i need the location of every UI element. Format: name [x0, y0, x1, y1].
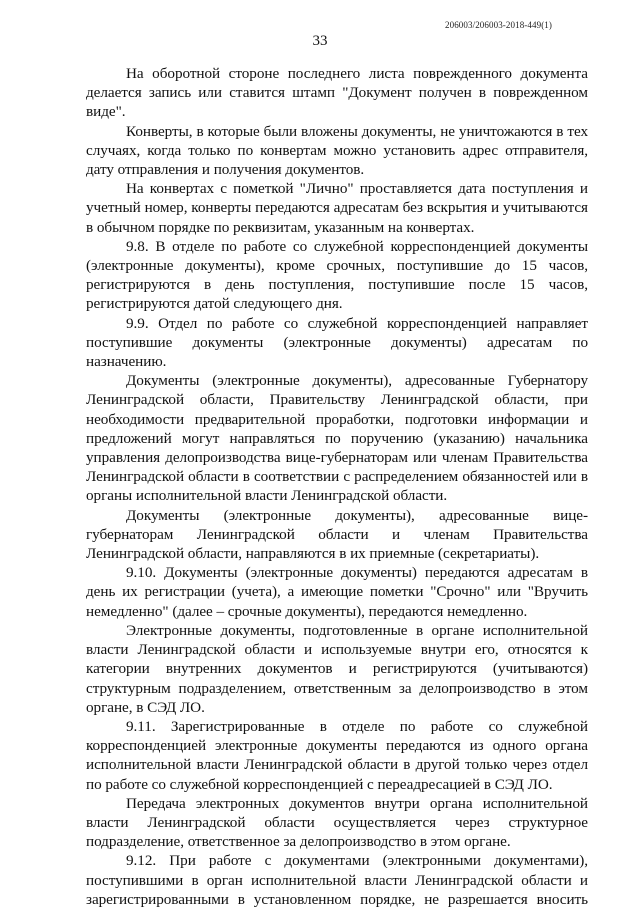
paragraph-clause-9-9: 9.9. Отдел по работе со служебной корреспонденцией направляет поступившие документы (электронные документы) адресатам по назначению.: [86, 314, 588, 371]
paragraph-clause-9-8: 9.8. В отделе по работе со служебной корреспонденцией документы (электронные документы), кроме срочных, поступившие до 15 часов, регистрируются в день поступления, поступившие после 15 часов, регистрируются датой следующего дня.: [86, 237, 588, 313]
paragraph-envelopes-kept: Конверты, в которые были вложены документы, не уничтожаются в тех случаях, когда только по конвертам можно установить адрес отправителя, дату отправления и получения документов.: [86, 122, 588, 179]
page-number: 33: [312, 33, 328, 49]
paragraph-clause-9-12: 9.12. При работе с документами (электронными документами), поступившими в орган исполнительной власти Ленинградской области и зарегистрированными в установленном порядке, не разрешается вносить: [86, 852, 588, 908]
paragraph-vice-governor-documents: Документы (электронные документы), адресованные вице-губернаторам Ленинградской области и членам Правительства Ленинградской области, направляются в их приемные (секретариаты).: [86, 506, 588, 563]
paragraph-damaged-document-stamp: На оборотной стороне последнего листа поврежденного документа делается запись или ставится штамп "Документ получен в поврежденном виде".: [86, 65, 588, 121]
paragraph-internal-transfer: Передача электронных документов внутри органа исполнительной власти Ленинградской области осуществляется через структурное подразделение, ответственное за делопроизводство в этом органе.: [86, 794, 588, 851]
paragraph-governor-documents: Документы (электронные документы), адресованные Губернатору Ленинградской области, Правительству Ленинградской области, при необходимости предварительной проработки, подготовки информации и предложений могут направляться по поручению (указанию) начальника управления делопроизводства вице-губернаторам или членам Правительства Ленинградской области в соответствии с распределением обязанностей или в органы исполнительной власти Ленинградской области.: [86, 372, 588, 505]
document-registration-code: 206003/206003-2018-449(1): [445, 20, 552, 30]
document-body: [86, 64, 588, 909]
paragraph-clause-9-11: 9.11. Зарегистрированные в отделе по работе со служебной корреспонденцией электронные документы передаются из одного органа исполнительной власти Ленинградской области в другой только через отдел по работе со служебной корреспонденцией с переадресацией в СЭД ЛО.: [86, 717, 588, 793]
paragraph-personal-envelopes: На конвертах с пометкой "Лично" проставляется дата поступления и учетный номер, конверты передаются адресатам без вскрытия и учитываются в обычном порядке по реквизитам, указанным на конвертах.: [86, 180, 588, 236]
paragraph-clause-9-10: 9.10. Документы (электронные документы) передаются адресатам в день их регистрации (учета), а имеющие пометки "Срочно" или "Вручить немедленно" (далее – срочные документы), передаются немедленно.: [86, 564, 588, 620]
paragraph-internal-electronic-documents: Электронные документы, подготовленные в органе исполнительной власти Ленинградской области и используемые внутри его, относятся к категории внутренних документов и регистрируются (учитываются) структурным подразделением, ответственным за делопроизводство в этом органе, в СЭД ЛО.: [86, 621, 588, 716]
